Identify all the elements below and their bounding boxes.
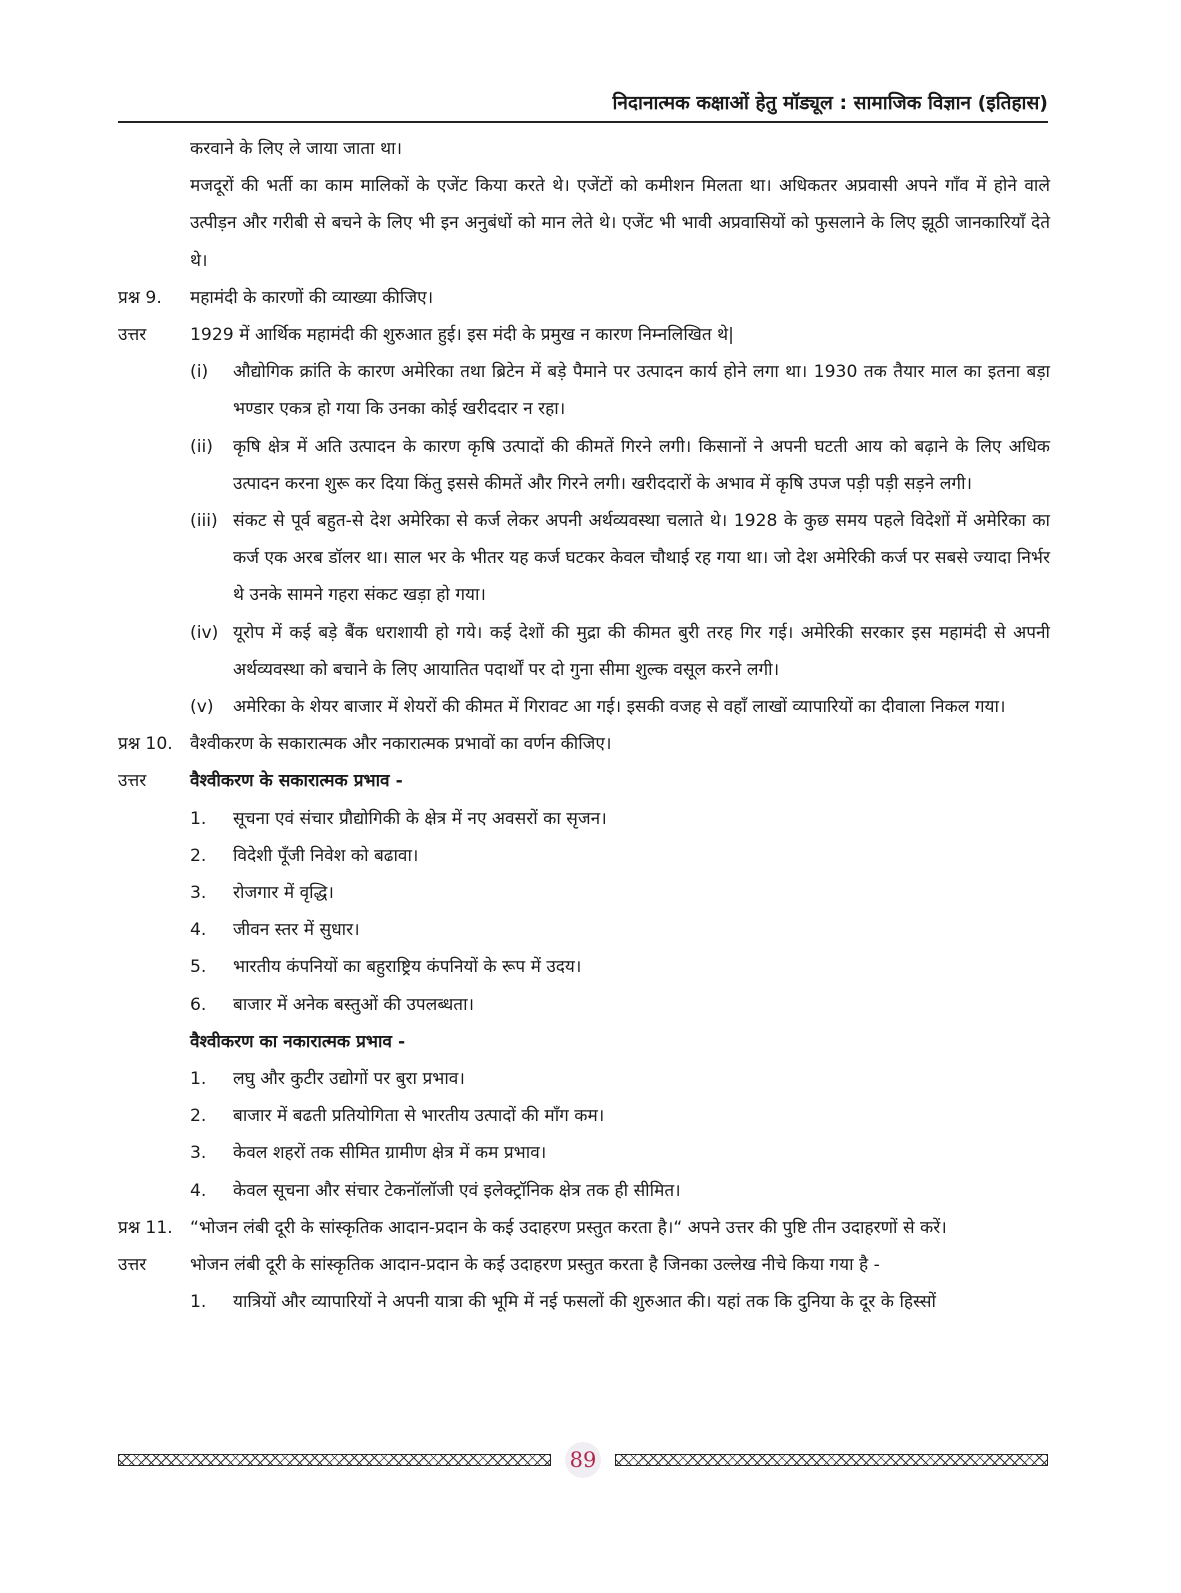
list-item-number: (i) xyxy=(190,362,209,383)
list-item-number: 1. xyxy=(190,1069,207,1090)
list-item xyxy=(0,1061,1181,1098)
list-item xyxy=(0,838,1181,875)
question-11-text: “भोजन लंबी दूरी के सांस्कृतिक आदान-प्रदान के कई उदाहरण प्रस्तुत करता है।“ अपने उत्तर की पुष्टि तीन उदाहरणों से करें। xyxy=(190,1217,947,1238)
page-number: 89 xyxy=(565,1442,601,1478)
answer-11-label: उत्तर xyxy=(118,1255,147,1276)
list-item xyxy=(0,1173,1181,1210)
list-item-number: 3. xyxy=(190,883,207,904)
list-item xyxy=(0,912,1181,949)
list-item xyxy=(0,1135,1181,1172)
list-item-number: 2. xyxy=(190,845,207,866)
list-item-number: 4. xyxy=(190,1180,207,1201)
question-11 xyxy=(0,1210,1181,1247)
list-item-text: सूचना एवं संचार प्रौद्योगिकी के क्षेत्र में नए अवसरों का सृजन। xyxy=(233,808,607,829)
list-item-number: (iv) xyxy=(190,622,219,643)
answer-10 xyxy=(0,763,1181,800)
list-item-text: यूरोप में कई बड़े बैंक धराशायी हो गये। कई देशों की मुद्रा की कीमत बुरी तरह गिर गई। अमेरिकी सरकार इस महामंदी से अपनी अर्थव्यवस्था को बचाने के लिए आयातित पदार्थों पर दो गुना सीमा शुल्क वसूल करने लगी। xyxy=(233,622,1050,680)
list-item-number: 5. xyxy=(190,957,207,978)
list-item-text: विदेशी पूँजी निवेश को बढावा। xyxy=(233,845,419,866)
page-footer xyxy=(118,1445,1048,1477)
list-item-text: रोजगार में वृद्धि। xyxy=(233,883,334,904)
answer-10-label: उत्तर xyxy=(118,771,147,792)
list-item-number: 2. xyxy=(190,1106,207,1127)
answer-9 xyxy=(0,317,1181,354)
list-item-number: 4. xyxy=(190,920,207,941)
question-10 xyxy=(0,726,1181,763)
question-11-label: प्रश्न 11. xyxy=(118,1217,173,1238)
list-item xyxy=(0,354,1181,428)
decorative-border-left xyxy=(118,1454,551,1466)
question-10-label: प्रश्न 10. xyxy=(118,734,173,755)
list-item-number: (ii) xyxy=(190,436,213,457)
question-9-text: महामंदी के कारणों की व्याख्या कीजिए। xyxy=(190,287,434,308)
list-item xyxy=(0,875,1181,912)
list-item xyxy=(0,429,1181,503)
list-item xyxy=(0,1098,1181,1135)
list-item-text: औद्योगिक क्रांति के कारण अमेरिका तथा ब्रिटेन में बड़े पैमाने पर उत्पादन कार्य होने लगा था। 1930 तक तैयार माल का इतना बड़ा भण्डार एकत्र हो गया कि उनका कोई खरीददार न रहा। xyxy=(233,362,1050,420)
list-item xyxy=(0,689,1181,726)
list-item-text: केवल सूचना और संचार टेकनॉलॉजी एवं इलेक्ट्रॉनिक क्षेत्र तक ही सीमित। xyxy=(233,1180,681,1201)
agents-paragraph: मजदूरों की भर्ती का काम मालिकों के एजेंट किया करते थे। एजेंटों को कमीशन मिलता था। अधिकतर अप्रवासी अपने गाँव में होने वाले उत्पीड़न और गरीबी से बचने के लिए भी इन अनुबंधों को मान लेते थे। एजेंट भी भावी अप्रवासियों को फुसलाने के लिए झूठी जानकारियाँ देते थे। xyxy=(190,176,1050,271)
list-item-text: कृषि क्षेत्र में अति उत्पादन के कारण कृषि उत्पादों की कीमतें गिरने लगी। किसानों ने अपनी घटती आय को बढ़ाने के लिए अधिक उत्पादन करना शुरू कर दिया किंतु इससे कीमतें और गिरने लगी। खरीददारों के अभाव में कृषि उपज पड़ी पड़ी सड़ने लगी। xyxy=(233,436,1050,494)
list-item xyxy=(0,801,1181,838)
list-item-number: (iii) xyxy=(190,511,218,532)
list-item-number: 1. xyxy=(190,1292,207,1313)
answer-9-intro: 1929 में आर्थिक महामंदी की शुरुआत हुई। इस मंदी के प्रमुख न कारण निम्नलिखित थे| xyxy=(190,325,734,346)
list-item xyxy=(0,987,1181,1024)
list-item-text: बाजार में बढती प्रतियोगिता से भारतीय उत्पादों की माँग कम। xyxy=(233,1106,605,1127)
list-item xyxy=(0,615,1181,689)
list-item-text: बाजार में अनेक बस्तुओं की उपलब्धता। xyxy=(233,994,475,1015)
list-item-number: 1. xyxy=(190,808,207,829)
answer-11-intro: भोजन लंबी दूरी के सांस्कृतिक आदान-प्रदान के कई उदाहरण प्रस्तुत करता है जिनका उल्लेख नीचे किया गया है - xyxy=(190,1255,880,1276)
list-item-number: 6. xyxy=(190,994,207,1015)
header-rule xyxy=(118,121,1048,123)
list-item-text: संकट से पूर्व बहुत-से देश अमेरिका से कर्ज लेकर अपनी अर्थव्यवस्था चलाते थे। 1928 के कुछ समय पहले विदेशों में अमेरिका का कर्ज एक अरब डॉलर था। साल भर के भीतर यह कर्ज घटकर केवल चौथाई रह गया था। जो देश अमेरिकी कर्ज पर सबसे ज्यादा निर्भर थे उनके सामने गहरा संकट खड़ा हो गया। xyxy=(233,511,1050,606)
question-9 xyxy=(0,280,1181,317)
list-item xyxy=(0,503,1181,615)
intro-line: करवाने के लिए ले जाया जाता था। xyxy=(190,139,403,159)
list-item-text: केवल शहरों तक सीमित ग्रामीण क्षेत्र में कम प्रभाव। xyxy=(233,1143,547,1164)
positive-effects-heading: वैश्वीकरण के सकारात्मक प्रभाव - xyxy=(190,771,403,792)
page-content xyxy=(0,131,1181,1322)
list-item-text: जीवन स्तर में सुधार। xyxy=(233,920,360,941)
list-item xyxy=(0,1284,1181,1321)
list-item-text: अमेरिका के शेयर बाजार में शेयरों की कीमत में गिरावट आ गई। इसकी वजह से वहाँ लाखों व्यापारियों का दीवाला निकल गया। xyxy=(233,697,1006,718)
list-item-text: यात्रियों और व्यापारियों ने अपनी यात्रा की भूमि में नई फसलों की शुरुआत की। यहां तक कि दुनिया के दूर के हिस्सों xyxy=(233,1292,936,1313)
question-9-label: प्रश्न 9. xyxy=(118,287,162,308)
negative-effects-heading: वैश्वीकरण का नकारात्मक प्रभाव - xyxy=(190,1031,406,1052)
list-item-text: लघु और कुटीर उद्योगों पर बुरा प्रभाव। xyxy=(233,1069,465,1090)
answer-9-label: उत्तर xyxy=(118,325,147,346)
list-item-number: 3. xyxy=(190,1143,207,1164)
decorative-border-right xyxy=(615,1454,1048,1466)
question-10-text: वैश्वीकरण के सकारात्मक और नकारात्मक प्रभावों का वर्णन कीजिए। xyxy=(190,734,612,755)
page-header: निदानात्मक कक्षाओं हेतु मॉड्यूल : सामाजिक विज्ञान (इतिहास) xyxy=(612,92,1048,114)
list-item-number: (v) xyxy=(190,697,214,718)
answer-11 xyxy=(0,1247,1181,1284)
list-item-text: भारतीय कंपनियों का बहुराष्ट्रिय कंपनियों के रूप में उदय। xyxy=(233,957,582,978)
list-item xyxy=(0,949,1181,986)
